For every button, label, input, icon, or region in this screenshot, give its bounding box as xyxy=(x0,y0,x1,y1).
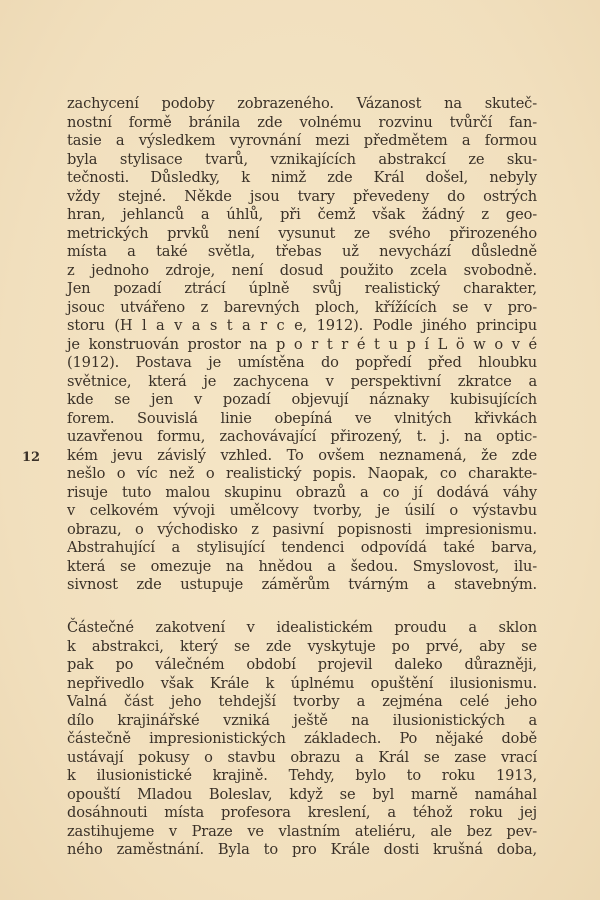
text-line: v celkovém vývoji umělcovy tvorby, je úsilí o výstavbu xyxy=(67,502,537,519)
text-line: uzavřenou formu, zachovávající přirozený, t. j. na optic- xyxy=(67,428,537,445)
text-line: Valná část jeho tehdejší tvorby a zejména celé jeho xyxy=(67,693,537,710)
text-line: forem. Souvislá linie obepíná ve vlnitých křivkách xyxy=(67,409,537,427)
text-line: částečně impresionistických základech. Po nějaké době xyxy=(67,730,537,747)
text-line: kde se jen v pozadí objevují náznaky kubisujících xyxy=(67,391,537,408)
text-line: pak po válečném období projevil daleko důrazněji, xyxy=(67,656,537,673)
text-line: Abstrahující a stylisující tendenci odpovídá také barva, xyxy=(67,539,537,556)
text-line: Jen pozadí ztrácí úplně svůj realistický charakter, xyxy=(67,280,537,297)
text-line: opouští Mladou Boleslav, když se byl marně namáhal xyxy=(67,785,537,803)
text-line: storu (H l a v a s t a r c e, 1912). Podle jiného principu xyxy=(67,317,537,334)
text-line: je konstruován prostor na p o r t r é t u p í L ö w o v é xyxy=(67,335,537,353)
text-line: jsouc utvářeno z barevných ploch, křížících se v pro- xyxy=(67,298,537,316)
text-line: dílo krajinářské vzniká ještě na ilusionistických a xyxy=(67,711,537,729)
text-line: ustávají pokusy o stavbu obrazu a Král se zase vrací xyxy=(67,748,537,766)
text-line: zachycení podoby zobrazeného. Vázanost na skuteč- xyxy=(67,95,537,112)
text-line: Částečné zakotvení v idealistickém proudu a sklon xyxy=(67,619,537,636)
paragraph-2 xyxy=(67,619,537,860)
page-number: 12 xyxy=(22,450,41,465)
text-line: nepřivedlo však Krále k úplnému opuštění ilusionismu. xyxy=(67,674,537,692)
text-line: metrických prvků není vysunut ze svého přirozeného xyxy=(67,224,537,242)
text-line: vždy stejné. Někde jsou tvary převedeny do ostrých xyxy=(67,187,537,205)
text-line: k abstrakci, který se zde vyskytuje po prvé, aby se xyxy=(67,637,537,655)
text-line: zastihujeme v Praze ve vlastním ateliéru, ale bez pev- xyxy=(67,822,537,840)
text-line: ného zaměstnání. Byla to pro Krále dosti krušná doba, xyxy=(67,841,537,858)
text-line: sivnost zde ustupuje záměrům tvárným a stavebným. xyxy=(67,576,537,593)
text-line: nostní formě bránila zde volnému rozvinu tvůrčí fan- xyxy=(67,113,537,131)
text-line: tasie a výsledkem vyrovnání mezi předmětem a formou xyxy=(67,132,537,149)
text-line: která se omezuje na hnědou a šedou. Smyslovost, ilu- xyxy=(67,557,537,575)
text-line: risuje tuto malou skupinu obrazů a co jí dodává váhy xyxy=(67,483,537,501)
text-line: kém jevu závislý vzhled. To ovšem neznamená, že zde xyxy=(67,446,537,464)
paragraph-1 xyxy=(67,95,537,595)
text-line: místa a také světla, třebas už nevychází důsledně xyxy=(67,243,537,260)
text-line: dosáhnouti místa profesora kreslení, a téhož roku jej xyxy=(67,804,537,821)
text-line: světnice, která je zachycena v perspektivní zkratce a xyxy=(67,372,537,390)
text-line: (1912). Postava je umístěna do popředí před hloubku xyxy=(67,354,537,371)
text-line: obrazu, o východisko z pasivní popisnosti impresionismu. xyxy=(67,520,537,538)
text-line: byla stylisace tvarů, vznikajících abstrakcí ze sku- xyxy=(67,150,537,168)
text-line: z jednoho zdroje, není dosud použito zcela svobodně. xyxy=(67,261,537,279)
text-line: tečnosti. Důsledky, k nimž zde Král došel, nebyly xyxy=(67,169,537,186)
text-line: k ilusionistické krajině. Tehdy, bylo to roku 1913, xyxy=(67,767,537,784)
text-line: nešlo o víc než o realistický popis. Naopak, co charakte- xyxy=(67,465,537,482)
text-line: hran, jehlanců a úhlů, při čemž však žádný z geo- xyxy=(67,206,537,223)
